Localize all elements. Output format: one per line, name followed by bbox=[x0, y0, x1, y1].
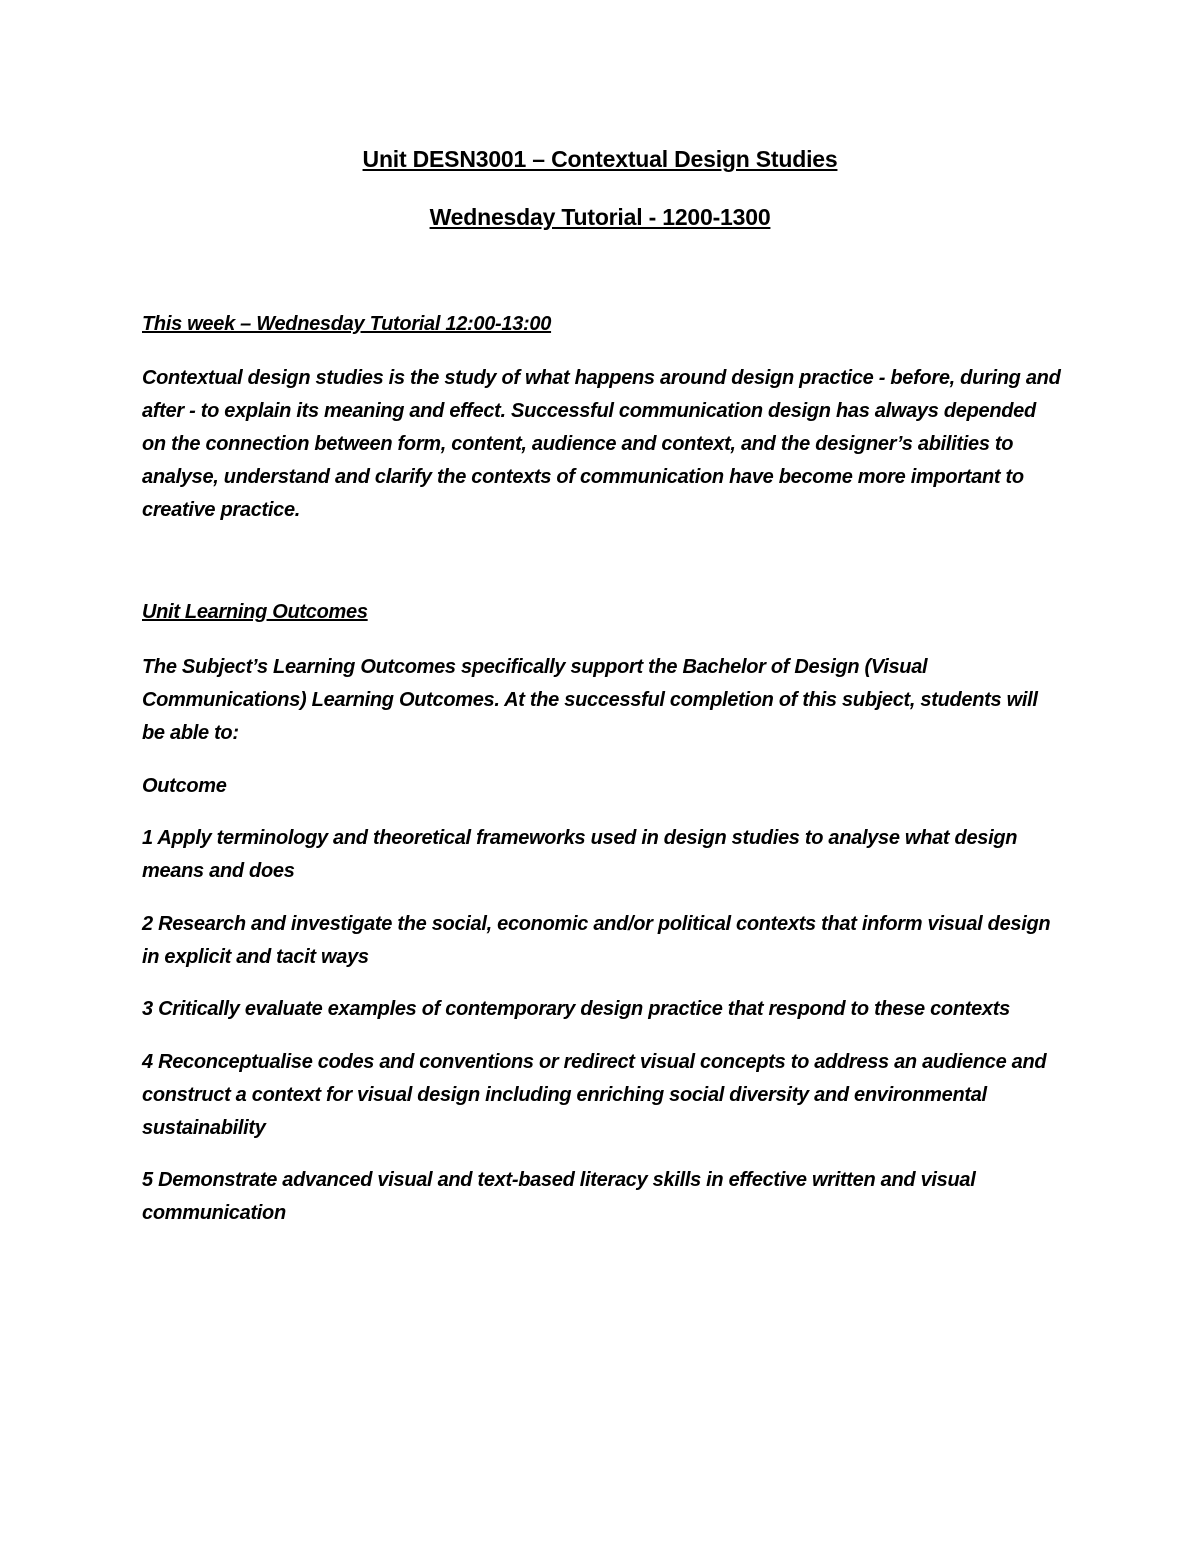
document-title: Unit DESN3001 – Contextual Design Studies bbox=[362, 146, 838, 172]
outcome-item-5: 5 Demonstrate advanced visual and text-based literacy skills in effective written and visual communication bbox=[142, 1169, 976, 1224]
learning-outcomes-intro: The Subject’s Learning Outcomes specifically support the Bachelor of Design (Visual Communications) Learning Outcomes. At the successful completion of this subject, students will be able to: bbox=[142, 656, 1038, 744]
outcome-item-3: 3 Critically evaluate examples of contemporary design practice that respond to these contexts bbox=[142, 998, 1010, 1020]
document-subtitle: Wednesday Tutorial - 1200-1300 bbox=[429, 204, 771, 230]
outcome-label: Outcome bbox=[142, 775, 227, 797]
outcome-item-2: 2 Research and investigate the social, economic and/or political contexts that inform visual design in explicit and tacit ways bbox=[142, 913, 1051, 968]
context-paragraph: Contextual design studies is the study of what happens around design practice - before, during and after - to explain its meaning and effect. Successful communication design has always depended on the connection between form, content, audience and context, and the designer’s abilities to analyse, understand and clarify the contexts of communication have become more important to creative practice. bbox=[142, 367, 1061, 521]
outcome-item-1: 1 Apply terminology and theoretical frameworks used in design studies to analyse what design means and does bbox=[142, 827, 1018, 882]
outcome-item-4: 4 Reconceptualise codes and conventions or redirect visual concepts to address an audience and construct a context for visual design including enriching social diversity and environmental sustainability bbox=[142, 1051, 1047, 1139]
learning-outcomes-heading: Unit Learning Outcomes bbox=[142, 601, 368, 623]
this-week-heading: This week – Wednesday Tutorial 12:00-13:00 bbox=[142, 313, 552, 335]
